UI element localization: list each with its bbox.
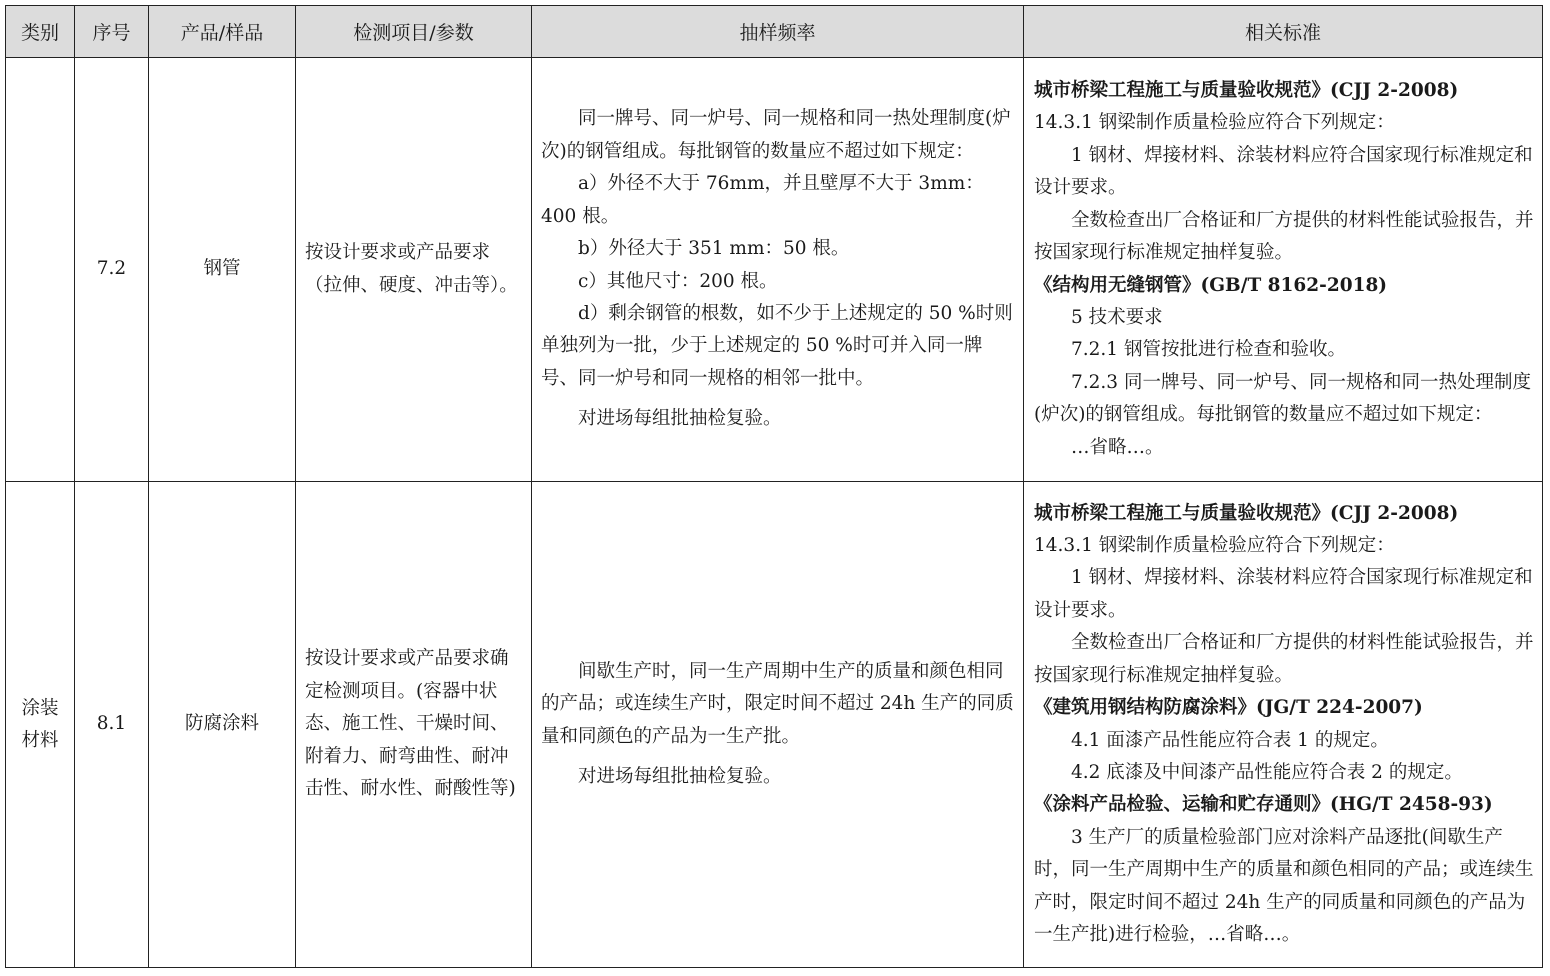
std-line: 城市桥梁工程施工与质量验收规范》(CJJ 2-2008) [1034,502,1459,524]
std-line: 《结构用无缝钢管》(GB/T 8162-2018) [1034,274,1388,296]
params-cell: 按设计要求或产品要求（拉伸、硬度、冲击等）。 [296,58,532,482]
frequency-cell [532,482,1024,968]
std-line: 城市桥梁工程施工与质量验收规范》(CJJ 2-2008) [1034,80,1459,102]
table-row [6,58,1543,482]
std-line: 4.2 底漆及中间漆产品性能应符合表 2 的规定。 [1071,761,1463,783]
seq-cell: 8.1 [75,482,149,968]
freq-paragraph: d）剩余钢管的根数，如不少于上述规定的 50 %时则单独列为一批，少于上述规定的 50 %时可并入同一牌号、同一炉号和同一规格的相邻一批中。 [541,302,1013,389]
std-line: 4.1 面漆产品性能应符合表 1 的规定。 [1071,729,1389,751]
freq-paragraph: a）外径不大于 76mm，并且壁厚不大于 3mm：400 根。 [541,173,984,227]
std-line: 3 生产厂的质量检验部门应对涂料产品逐批(间歇生产时，同一生产周期中生产的质量和颜色相同的产品；或连续生产时，限定时间不超过 24h 生产的同质量和同颜色的产品为一生产批)进行检验，…省略…。 [1034,826,1534,945]
std-line: 《建筑用钢结构防腐涂料》(JG/T 224-2007) [1034,697,1423,719]
product-cell: 钢管 [149,58,296,482]
header-product: 产品/样品 [149,6,296,58]
frequency-cell [532,58,1024,482]
category-cell [6,58,75,482]
standard-cell [1024,482,1543,968]
header-standard: 相关标准 [1024,6,1543,58]
header-category: 类别 [6,6,75,58]
freq-paragraph: c）其他尺寸：200 根。 [578,270,778,292]
std-line: 《涂料产品检验、运输和贮存通则》(HG/T 2458-93) [1034,794,1493,816]
std-line: 全数检查出厂合格证和厂方提供的材料性能试验报告，并按国家现行标准规定抽样复验。 [1034,209,1534,264]
freq-paragraph: b）外径大于 351 mm：50 根。 [578,238,850,260]
std-line: 7.2.3 同一牌号、同一炉号、同一规格和同一热处理制度(炉次)的钢管组成。每批钢管的数量应不超过如下规定： [1034,371,1531,426]
freq-paragraph: 对进场每组批抽检复验。 [578,408,782,430]
std-line: 全数检查出厂合格证和厂方提供的材料性能试验报告，并按国家现行标准规定抽样复验。 [1034,632,1534,686]
freq-paragraph: 间歇生产时，同一生产周期中生产的质量和颜色相同的产品；或连续生产时，限定时间不超过 24h 生产的同质量和同颜色的产品为一生产批。 [541,660,1014,747]
std-line: 1 钢材、焊接材料、涂装材料应符合国家现行标准规定和设计要求。 [1034,567,1533,621]
freq-paragraph: 对进场每组批抽检复验。 [578,765,782,787]
freq-paragraph: 同一牌号、同一炉号、同一规格和同一热处理制度(炉次)的钢管组成。每批钢管的数量应不超过如下规定： [541,108,1011,162]
standard-cell [1024,58,1543,482]
std-line: 1 钢材、焊接材料、涂装材料应符合国家现行标准规定和设计要求。 [1034,144,1533,199]
std-line: 14.3.1 钢梁制作质量检验应符合下列规定： [1034,535,1395,557]
category-cell [6,482,75,968]
category-text: 涂装材料 [21,697,59,751]
product-cell: 防腐涂料 [149,482,296,968]
header-row [6,6,1543,58]
std-line: …省略…。 [1071,436,1164,458]
header-seq: 序号 [75,6,149,58]
std-line: 14.3.1 钢梁制作质量检验应符合下列规定： [1034,112,1395,134]
params-cell: 按设计要求或产品要求确定检测项目。(容器中状态、施工性、干燥时间、附着力、耐弯曲性、耐冲击性、耐水性、耐酸性等) [296,482,532,968]
header-params: 检测项目/参数 [296,6,532,58]
seq-cell: 7.2 [75,58,149,482]
std-line: 7.2.1 钢管按批进行检查和验收。 [1071,339,1346,361]
table-row [6,482,1543,968]
std-line: 5 技术要求 [1071,306,1163,328]
header-frequency: 抽样频率 [532,6,1024,58]
standards-table [5,5,1543,968]
